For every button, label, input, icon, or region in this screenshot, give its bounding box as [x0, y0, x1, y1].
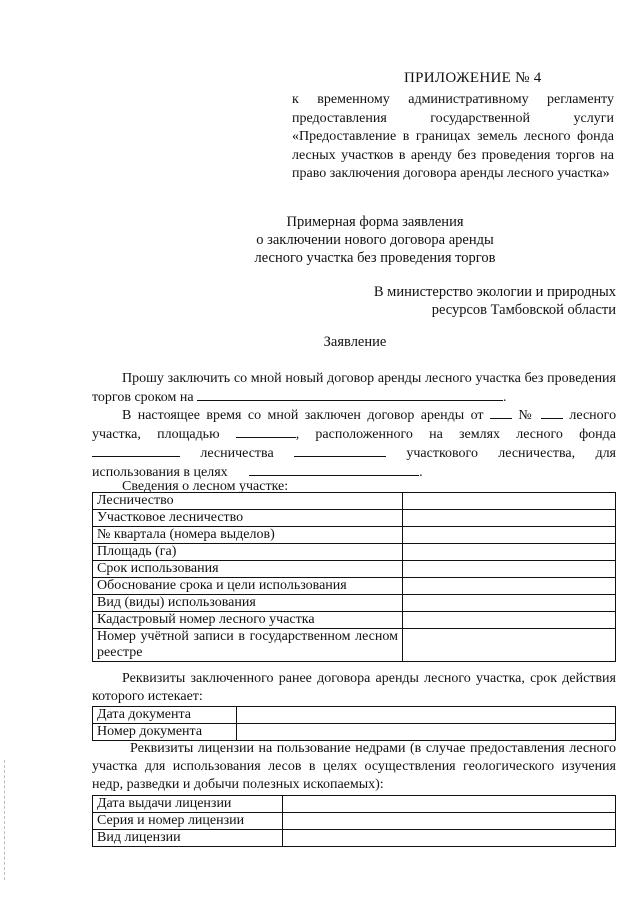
document-heading: Заявление [323, 334, 387, 350]
table-label: Дата выдачи лицензии [93, 796, 283, 813]
paragraph-term [92, 370, 616, 407]
table-label: Номер документа [93, 724, 237, 741]
district-forestry-field[interactable] [294, 444, 386, 457]
table-row [93, 544, 616, 561]
term-field[interactable] [197, 388, 503, 401]
license-caption: Реквизиты лицензии на пользование недрами (в случае предоставления лесного участка для использования лесов в целях осуществления геологического изучения недр, разведки и добычи полезных ископаемых): [92, 741, 616, 792]
table-row [93, 724, 616, 741]
table-row [93, 629, 616, 662]
table-value-cell[interactable] [237, 724, 616, 741]
table-row [93, 510, 616, 527]
table-label: Лесничество [93, 493, 403, 510]
table-row [93, 527, 616, 544]
paragraph-text: . [419, 465, 423, 480]
paragraph-text: лесничества [200, 446, 274, 461]
table-value-cell[interactable] [403, 510, 616, 527]
appendix-text: к временному административному регламенту предоставления государственной услуги «Предоставление в границах земель лесного фонда лесных участков в аренду без проведения торгов на право заключения договора аренды лесного участка» [292, 92, 614, 181]
table-row [93, 561, 616, 578]
table-row [93, 813, 616, 830]
table-label: Номер учётной записи в государственном лесном реестре [93, 629, 403, 662]
table-value-cell[interactable] [403, 578, 616, 595]
form-title-line: лесного участка без проведения торгов [254, 250, 496, 266]
parcel-table [92, 492, 616, 662]
contract-table [92, 706, 616, 741]
purpose-field[interactable] [249, 463, 419, 476]
paragraph-current-contract [92, 406, 616, 482]
table-row [93, 595, 616, 612]
table-row [93, 612, 616, 629]
table-row [93, 493, 616, 510]
addressee-line: ресурсов Тамбовской области [431, 302, 616, 318]
table-value-cell[interactable] [283, 813, 616, 830]
license-table [92, 795, 616, 847]
paragraph-text: участкового лесничества, для использования в целях [92, 446, 616, 480]
table-value-cell[interactable] [283, 796, 616, 813]
addressee-line: В министерство экологии и природных [373, 284, 616, 300]
form-title-line: о заключении нового договора аренды [256, 232, 494, 248]
contract-date-field[interactable] [490, 406, 512, 419]
table-row [93, 578, 616, 595]
table-row [93, 830, 616, 847]
area-field[interactable] [236, 425, 296, 438]
table-value-cell[interactable] [403, 629, 616, 662]
paragraph-text: Прошу заключить со мной новый договор аренды лесного участка без проведения торгов сроком на [92, 371, 616, 405]
table-value-cell[interactable] [237, 707, 616, 724]
table-row [93, 796, 616, 813]
table-label: Кадастровый номер лесного участка [93, 612, 403, 629]
contract-number-field[interactable] [541, 406, 563, 419]
paragraph-text: , расположенного на землях лесного фонда [295, 427, 616, 442]
parcel-caption: Сведения о лесном участке: [122, 479, 289, 494]
paragraph-text: В настоящее время со мной заключен договор аренды от [122, 408, 484, 423]
table-label: № квартала (номера выделов) [93, 527, 403, 544]
form-title [230, 213, 520, 267]
paragraph-text: лесного участка, площадью [92, 408, 617, 442]
table-value-cell[interactable] [283, 830, 616, 847]
table-label: Серия и номер лицензии [93, 813, 283, 830]
table-label: Площадь (га) [93, 544, 403, 561]
table-label: Вид (виды) использования [93, 595, 403, 612]
table-value-cell[interactable] [403, 612, 616, 629]
table-label: Дата документа [93, 707, 237, 724]
table-label: Вид лицензии [93, 830, 283, 847]
forestry-field[interactable] [92, 444, 180, 457]
addressee [330, 283, 616, 319]
form-title-line: Примерная форма заявления [286, 214, 464, 230]
scan-edge-mark [4, 760, 7, 880]
table-label: Участковое лесничество [93, 510, 403, 527]
table-label: Обоснование срока и цели использования [93, 578, 403, 595]
table-value-cell[interactable] [403, 544, 616, 561]
table-value-cell[interactable] [403, 493, 616, 510]
table-value-cell[interactable] [403, 561, 616, 578]
appendix-title: ПРИЛОЖЕНИЕ № 4 [404, 70, 542, 86]
table-row [93, 707, 616, 724]
paragraph-text: . [503, 390, 507, 405]
table-value-cell[interactable] [403, 595, 616, 612]
table-label: Срок использования [93, 561, 403, 578]
contract-caption: Реквизиты заключенного ранее договора аренды лесного участка, срок действия которого истекает: [92, 671, 616, 704]
paragraph-text: № [518, 408, 535, 423]
table-value-cell[interactable] [403, 527, 616, 544]
